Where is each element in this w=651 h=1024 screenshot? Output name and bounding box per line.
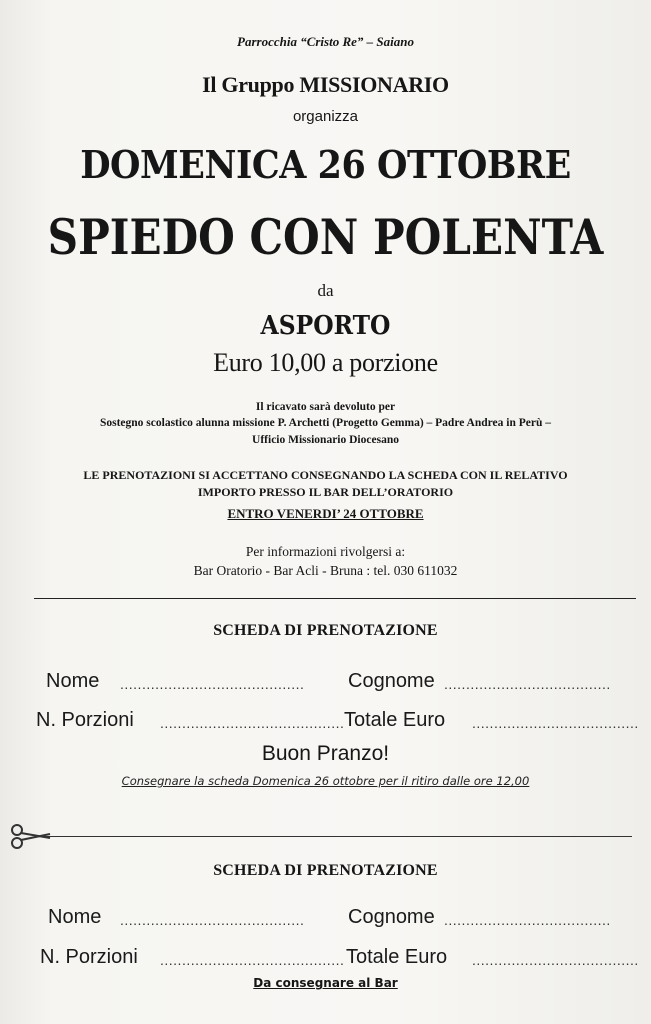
booking-line-1: LE PRENOTAZIONI SI ACCETTANO CONSEGNANDO LA SCHEDA CON IL RELATIVO [83, 468, 568, 482]
totale-field-2[interactable]: ...................................... [472, 952, 639, 968]
scissors-icon [10, 822, 54, 855]
group-name: Il Gruppo MISSIONARIO [202, 72, 449, 97]
porzioni-label: N. Porzioni [36, 709, 134, 731]
divider [34, 598, 636, 599]
form-title-2: SCHEDA DI PRENOTAZIONE [213, 862, 438, 879]
event-date: DOMENICA 26 OTTOBRE [80, 142, 571, 187]
organizza-text: organizza [292, 108, 359, 125]
proceeds-line-2: Sostegno scolastico alunna missione P. Archetti (Progetto Gemma) – Padre Andrea in Perù – [99, 417, 552, 429]
porzioni-label-2: N. Porzioni [40, 946, 138, 968]
info-line-1: Per informazioni rivolgersi a: [245, 544, 406, 559]
event-title: SPIEDO CON POLENTA [47, 208, 604, 266]
totale-field[interactable]: ...................................... [472, 715, 639, 731]
consegnare-bar-note: Da consegnare al Bar [253, 976, 398, 990]
nome-field[interactable]: .......................................... [120, 676, 305, 692]
cognome-field[interactable]: ...................................... [444, 676, 611, 692]
totale-label-2: Totale Euro [346, 946, 448, 968]
porzioni-field-2[interactable]: .......................................... [160, 952, 345, 968]
porzioni-field[interactable]: .......................................... [160, 715, 345, 731]
totale-label: Totale Euro [344, 709, 446, 731]
cognome-field-2[interactable]: ...................................... [444, 912, 611, 928]
cut-line [44, 836, 632, 837]
nome-field-2[interactable]: .......................................... [120, 912, 305, 928]
form-title: SCHEDA DI PRENOTAZIONE [213, 622, 438, 639]
cognome-label: Cognome [348, 670, 435, 692]
price-text: Euro 10,00 a porzione [213, 348, 438, 377]
info-line-2: Bar Oratorio - Bar Acli - Bruna : tel. 030 611032 [193, 563, 458, 578]
proceeds-line-3: Ufficio Missionario Diocesano [252, 434, 399, 446]
cognome-label-2: Cognome [348, 906, 435, 928]
buon-pranzo: Buon Pranzo! [261, 742, 390, 765]
booking-line-2: IMPORTO PRESSO IL BAR DELL’ORATORIO [197, 485, 454, 499]
asporto-text: ASPORTO [260, 311, 391, 341]
nome-label: Nome [46, 670, 100, 692]
consign-note: Consegnare la scheda Domenica 26 ottobre per il ritiro dalle ore 12,00 [121, 774, 530, 788]
da-text: da [317, 281, 334, 300]
nome-label-2: Nome [48, 906, 102, 928]
booking-deadline: ENTRO VENERDI’ 24 OTTOBRE [227, 506, 424, 521]
proceeds-line-1: Il ricavato sarà devoluto per [255, 401, 396, 413]
parish-name: Parrocchia “Cristo Re” – Saiano [237, 34, 414, 49]
